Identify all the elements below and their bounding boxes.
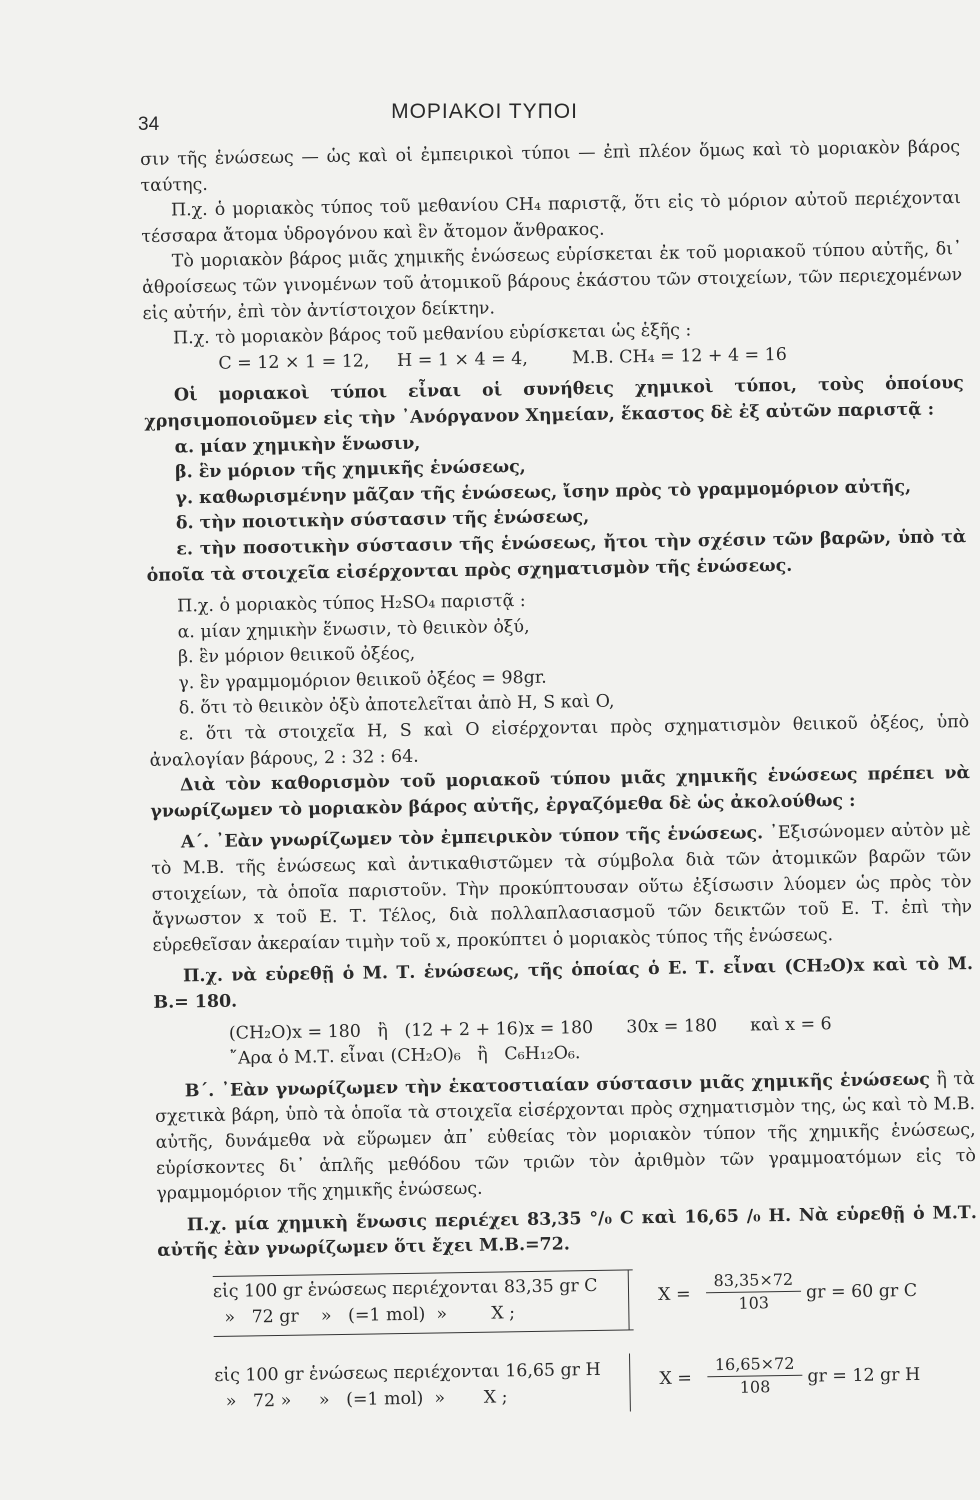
fraction-denominator: 103 [738, 1293, 770, 1313]
list-item: β. ἓν μόριον θειικοῦ ὀξέος, [177, 644, 416, 668]
case-a-heading: Α΄. ᾿Εὰν γνωρίζωμεν τὸν ἐμπειρικὸν τύπον τῆς ἑνώσεως. [180, 823, 764, 853]
calc-row-c1: εἰς 100 gr ἑνώσεως περιέχονται 83,35 gr C [212, 1275, 598, 1302]
list-item: ε. τὴν ποσοτικὴν σύστασιν τῆς ἑνώσεως, ἤτοι τὴν σχέσιν τῶν βαρῶν, ὑπὸ τὰ ὁποῖα τὰ στοιχεῖα εἰσέρχονται πρὸς σχηματισμὸν τῆς ἑνώσεως. [146, 526, 967, 586]
list-item: δ. ὅτι τὸ θειικὸν ὀξὺ ἀποτελεῖται ἀπὸ H, S καὶ O, [178, 692, 615, 719]
calculation-table [158, 1262, 980, 1455]
hydrogen-result [659, 1350, 980, 1405]
list-item: γ. ἓν γραμμομόριον θειικοῦ ὀξέος = 98gr. [178, 667, 547, 694]
equation: C = 12 × 1 = 12, H = 1 × 4 = 4, Μ.Β. CH₄ = 12 + 4 = 16 [218, 344, 787, 374]
list-item: ε. ὅτι τὰ στοιχεῖα H, S καὶ O εἰσέρχονται πρὸς σχηματισμὸν θειικοῦ ὀξέος, ὑπὸ ἀναλογίαν βάρους, 2 : 32 : 64. [149, 712, 970, 771]
paragraph: Διὰ τὸν καθορισμὸν τοῦ μοριακοῦ τύπου μιᾶς χημικῆς ἑνώσεως πρέπει νὰ γνωρίζωμεν τὸ μοριακὸν βάρος αὐτῆς, ἐργαζόμεθα δὲ ὡς ἀκολούθως : [150, 763, 971, 822]
result-rhs: gr = 12 gr H [807, 1364, 921, 1387]
result-lhs: X = [657, 1284, 691, 1305]
list-h2so4 [147, 608, 969, 774]
list-item: β. ἓν μόριον τῆς χημικῆς ἑνώσεως, [174, 457, 526, 483]
paragraph: Τὸ μοριακὸν βάρος μιᾶς χημικῆς ἑνώσεως εὑρίσκεται ἐκ τοῦ μοριακοῦ τύπου αὐτῆς, δι᾽ ἀθροίσεως τῶν γινομένων τοῦ ἀτομικοῦ βάρους ἑκάστου τῶν στοιχείων, τῶν περιεχομένων εἰς αὐτήν, ἐπὶ τὸν ἀντίστοιχον δείκτην. [142, 239, 963, 324]
fraction-numerator: 83,35×72 [706, 1269, 801, 1293]
calc-row-h2: » 72 » » (=1 mol) » X ; [214, 1387, 508, 1412]
equation: ῎Αρα ὁ Μ.Τ. εἶναι (CH₂O)₆ ἢ C₆H₁₂O₆. [229, 1043, 581, 1069]
case-b-text: ἢ τὰ σχετικὰ βάρη, ὑπὸ τὰ ὁποῖα τὰ στοιχεῖα εἰσέρχονται πρὸς σχηματισμὸν της, ὡς καὶ τὸ Μ.Β. αὐτῆς, δυνάμεθα νὰ εὕρωμεν ἀπ᾽ εὐθείας τὸν μοριακὸν τύπον τῆς χημικῆς ἑνώσεως, εὑρίσκοντες δι᾽ ἁπλῆς μεθόδου τῶν τριῶν τὸν ἀριθμὸν τῶν γραμμοατόμων εἰς τὸ γραμμομόριον τῆς χημικῆς ἑνώσεως. [155, 1068, 977, 1205]
example-1: Π.χ. νὰ εὑρεθῇ ὁ Μ. Τ. ἑνώσεως, τῆς ὁποίας ὁ Ε. Τ. εἶναι (CH₂O)x καὶ τὸ Μ. Β.= 180. [153, 954, 974, 1013]
fraction-denominator: 108 [739, 1377, 771, 1397]
carbon-result [658, 1266, 979, 1321]
case-b-heading: Β΄. ᾿Εὰν γνωρίζωμεν τὴν ἑκατοστιαίαν σύστασιν μιᾶς χημικῆς ἑνώσεως [184, 1069, 930, 1102]
equation: (CH₂O)x = 180 ἢ (12 + 2 + 16)x = 180 30x = 180 καὶ x = 6 [228, 1013, 832, 1044]
paragraph: Π.χ. τὸ μοριακὸν βάρος τοῦ μεθανίου εὑρίσκεται ὡς ἑξῆς : [172, 320, 692, 349]
case-a-text: ᾿Εξισώνομεν αὐτὸν μὲ τὸ Μ.Β. τῆς ἑνώσεως καὶ ἀντικαθιστῶμεν τὰ σύμβολα διὰ τῶν ἀτομικῶν βαρῶν τῶν στοιχείων, τὰ ὁποῖα παριστοῦν. Τὴν προκύπτουσαν οὕτω ἐξίσωσιν λύομεν ὡς πρὸς τὸν ἄγνωστον x τοῦ Ε. Τ. Τέλος, διὰ πολλαπλασιασμοῦ τῶν δεικτῶν τοῦ Ε. Τ. ἐπὶ τὴν εὑρεθεῖσαν ἀκεραίαν τιμὴν τοῦ x, προκύπτει ὁ μοριακὸς τύπος τῆς ἑνώσεως. [151, 820, 973, 956]
running-title: ΜΟΡΙΑΚΟΙ ΤΥΠΟΙ [391, 100, 578, 123]
calc-row-c2: » 72 gr » (=1 mol) » X ; [213, 1303, 516, 1328]
example-2: Π.χ. μία χημικὴ ἕνωσις περιέχει 83,35 °/₀ C καὶ 16,65 /₀ H. Νὰ εὑρεθῇ ὁ Μ.Τ. αὐτῆς ἐὰν γνωρίζωμεν ὅτι ἔχει Μ.Β.=72. [157, 1202, 977, 1262]
paragraph: σιν τῆς ἑνώσεως — ὡς καὶ οἱ ἐμπειρικοὶ τύποι — ἐπὶ πλέον ὅμως καὶ τὸ μοριακὸν βάρος ταύτης. [140, 137, 961, 196]
result-lhs: X = [659, 1368, 693, 1389]
list-item: α. μίαν χημικὴν ἕνωσιν, τὸ θειικὸν ὀξύ, [177, 616, 530, 643]
paragraph: Π.χ. ὁ μοριακὸς τύπος H₂SO₄ παριστᾷ : [177, 591, 526, 617]
paragraph: Οἱ μοριακοὶ τύποι εἶναι οἱ συνήθεις χημικοὶ τύποι, τοὺς ὁποίους χρησιμοποιοῦμεν εἰς τὴν ᾿Ανόργανον Χημείαν, ἕκαστος δὲ ἐξ αὐτῶν παριστᾷ : [144, 373, 964, 432]
paragraph-case-a [151, 818, 973, 959]
page-body [140, 135, 980, 1455]
paragraph: Π.χ. ὁ μοριακὸς τύπος τοῦ μεθανίου CH₄ παριστᾷ, ὅτι εἰς τὸ μόριον αὐτοῦ περιέχονται τέσσαρα ἄτομα ὑδρογόνου καὶ ἓν ἄτομον ἄνθρακος. [141, 188, 962, 247]
list-item: α. μίαν χημικὴν ἕνωσιν, [174, 433, 421, 458]
page-number: 34 [138, 114, 160, 135]
list-item: γ. καθωρισμένην μᾶζαν τῆς ἑνώσεως, ἴσην πρὸς τὸ γραμμομόριον αὐτῆς, [175, 476, 912, 509]
fraction-numerator: 16,65×72 [707, 1353, 802, 1377]
calc-row-h1: εἰς 100 gr ἑνώσεως περιέχονται 16,65 gr H [214, 1359, 601, 1386]
list-item: δ. τὴν ποιοτικὴν σύστασιν τῆς ἑνώσεως, [175, 507, 590, 534]
result-rhs: gr = 60 gr C [805, 1280, 918, 1303]
page-header [0, 100, 969, 140]
fraction [707, 1353, 803, 1399]
fraction [706, 1269, 802, 1315]
list-composition [145, 423, 967, 589]
paragraph-case-b [155, 1067, 977, 1208]
